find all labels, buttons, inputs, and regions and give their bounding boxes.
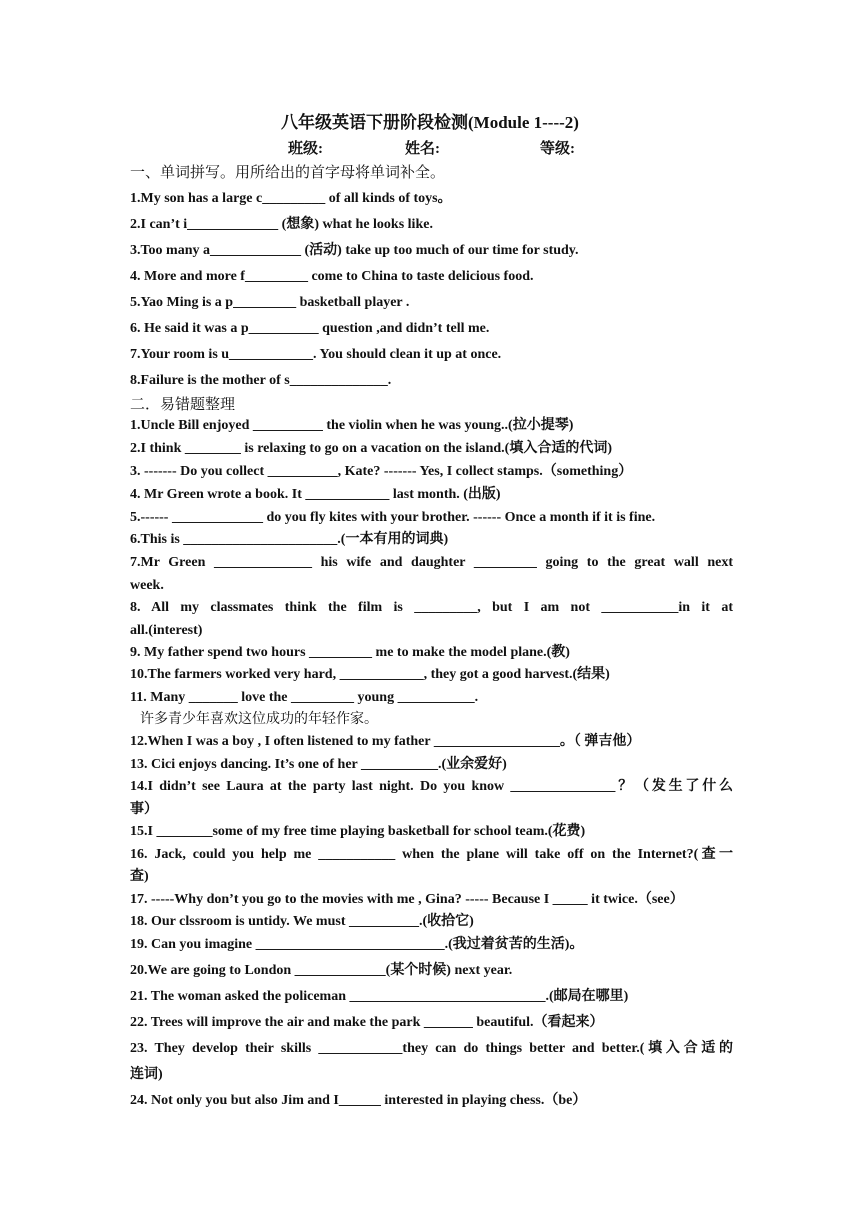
section1-heading: 一、单词拼写。用所给出的首字母将单词补全。 <box>130 163 446 181</box>
question-1-5: 5.Yao Ming is a p_________ basketball player . <box>130 295 410 310</box>
question-2-22: 22. Trees will improve the air and make the park _______ beautiful.（看起来） <box>130 1015 604 1030</box>
question-2-21: 21. The woman asked the policeman ____________________________.(邮局在哪里) <box>130 989 629 1004</box>
question-2-9: 9. My father spend two hours _________ me to make the model plane.(教) <box>130 645 570 660</box>
question-2-8: 8. All my classmates think the film is _________, but I am not ___________in it at <box>130 600 733 615</box>
question-1-6: 6. He said it was a p__________ question ,and didn’t tell me. <box>130 321 490 336</box>
question-2-2: 2.I think ________ is relaxing to go on a vacation on the island.(填入合适的代词) <box>130 441 613 456</box>
name-label: 姓名: <box>405 141 440 157</box>
question-2-23: 23. They develop their skills ____________they can do things better and better.(填入合适的 <box>130 1041 733 1056</box>
question-2-16-cont: 查) <box>130 869 149 884</box>
question-2-3: 3. ------- Do you collect __________, Kate? ------- Yes, I collect stamps.（something） <box>130 464 633 479</box>
page-title: 八年级英语下册阶段检测(Module 1----2) <box>281 113 579 132</box>
section2-heading: 二．易错题整理 <box>130 395 236 413</box>
question-2-11: 11. Many _______ love the _________ young ___________. <box>130 690 479 705</box>
question-1-1: 1.My son has a large c_________ of all kinds of toys。 <box>130 191 452 206</box>
question-1-4: 4. More and more f_________ come to China to taste delicious food. <box>130 269 534 284</box>
question-2-15: 15.I ________some of my free time playing basketball for school team.(花费) <box>130 824 586 839</box>
question-2-17: 17. -----Why don’t you go to the movies with me , Gina? ----- Because I _____ it twice.（see） <box>130 892 684 907</box>
question-2-23-cont: 连词) <box>130 1067 163 1082</box>
question-2-8-cont: all.(interest) <box>130 623 203 638</box>
question-1-2: 2.I can’t i_____________ (想象) what he looks like. <box>130 217 433 232</box>
question-2-14-cont: 事） <box>130 802 158 817</box>
question-2-6: 6.This is ______________________.(一本有用的词典) <box>130 532 449 547</box>
question-2-7: 7.Mr Green ______________ his wife and daughter _________ going to the great wall next <box>130 555 733 570</box>
question-2-13: 13. Cici enjoys dancing. It’s one of her ___________.(业余爱好) <box>130 757 507 772</box>
question-1-7: 7.Your room is u____________. You should clean it up at once. <box>130 347 502 362</box>
question-2-18: 18. Our clssroom is untidy. We must __________.(收拾它) <box>130 914 474 929</box>
grade-label: 等级: <box>540 141 575 157</box>
question-2-10: 10.The farmers worked very hard, ____________, they got a good harvest.(结果) <box>130 667 610 682</box>
question-1-8: 8.Failure is the mother of s______________. <box>130 373 392 388</box>
question-2-12: 12.When I was a boy , I often listened to my father __________________。（ 弹吉他） <box>130 734 641 749</box>
question-2-19: 19. Can you imagine ___________________________.(我过着贫苦的生活)。 <box>130 937 584 952</box>
question-2-24: 24. Not only you but also Jim and I______ interested in playing chess.（be） <box>130 1093 587 1108</box>
question-2-7-cont: week. <box>130 578 164 593</box>
question-2-1: 1.Uncle Bill enjoyed __________ the violin when he was young..(拉小提琴) <box>130 418 574 433</box>
question-2-5: 5.------ _____________ do you fly kites with your brother. ------ Once a month if it is fine. <box>130 510 656 525</box>
question-2-14: 14.I didn’t see Laura at the party last night. Do you know _______________？（发生了什么 <box>130 779 733 794</box>
question-1-3: 3.Too many a_____________ (活动) take up too much of our time for study. <box>130 243 579 258</box>
question-2-11-translation: 许多青少年喜欢这位成功的年轻作家。 <box>140 711 378 727</box>
question-2-16: 16. Jack, could you help me ___________ when the plane will take off on the Internet?(查一 <box>130 847 733 862</box>
class-label: 班级: <box>288 141 323 157</box>
question-2-4: 4. Mr Green wrote a book. It ____________ last month. (出版) <box>130 487 501 502</box>
question-2-20: 20.We are going to London _____________(某个时候) next year. <box>130 963 513 978</box>
